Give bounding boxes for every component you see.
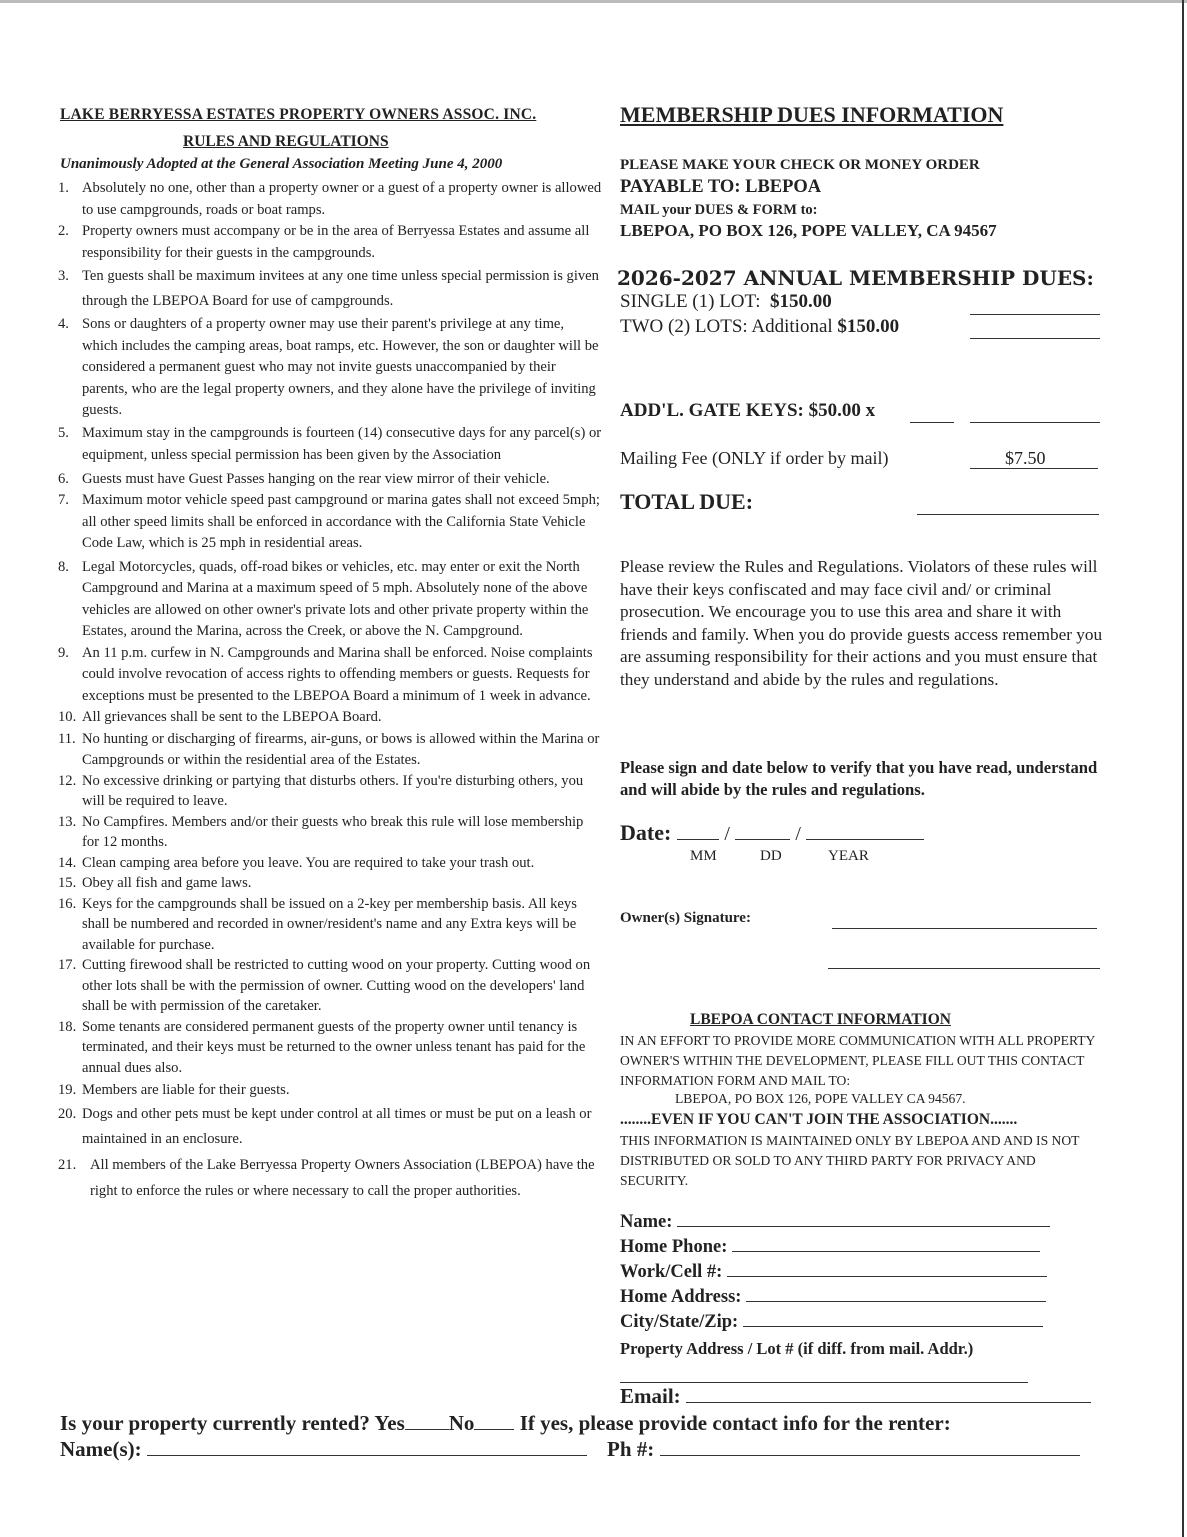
single-lot-blank[interactable] bbox=[970, 314, 1100, 315]
work-cell-row: Work/Cell #: bbox=[620, 1262, 1047, 1283]
mail-instruction: MAIL your DUES & FORM to: bbox=[620, 202, 818, 218]
mailing-address: LBEPOA, PO BOX 126, POPE VALLEY, CA 94567 bbox=[620, 221, 997, 240]
home-phone-row: Home Phone: bbox=[620, 1237, 1040, 1258]
email-row: Email: bbox=[620, 1384, 1091, 1409]
rule-item: 4. Sons or daughters of a property owner may use their parent's privilege at any time, which includes the camping areas, boat ramps, etc. However, the son or daughter will be considered a permanent guest who may not invite guests unaccompanied by their parents, who are the legal property owners, and they alone have the privilege of inviting guests. bbox=[58, 316, 599, 418]
rented-question-row: Is your property currently rented? Yes No If yes, please provide contact info for the renter: bbox=[60, 1411, 951, 1435]
annual-dues-heading: 2026-2027 ANNUAL MEMBERSHIP DUES: bbox=[617, 266, 1094, 290]
rules-heading: RULES AND REGULATIONS bbox=[183, 133, 389, 150]
two-lots-blank[interactable] bbox=[970, 338, 1100, 339]
renter-names-row: Name(s): bbox=[60, 1437, 587, 1462]
date-year-blank[interactable] bbox=[806, 825, 924, 840]
contact-info-title: LBEPOA CONTACT INFORMATION bbox=[690, 1011, 951, 1028]
renter-phone-row: Ph #: bbox=[607, 1437, 1080, 1462]
city-state-zip-field[interactable] bbox=[743, 1312, 1043, 1327]
date-row: Date: / / bbox=[620, 820, 924, 846]
single-lot-row: SINGLE (1) LOT: $150.00 bbox=[620, 291, 832, 312]
rule-item: 17. Cutting firewood shall be restricted to cutting wood on your property. Cutting wood on other lots shall be with the permission of owner. Cutting wood on the developers' land shall be with permission of the caretaker. bbox=[58, 957, 591, 1014]
contact-mail-address: LBEPOA, PO BOX 126, POPE VALLEY CA 94567. bbox=[675, 1091, 966, 1106]
date-dd-caption: DD bbox=[760, 848, 782, 864]
total-due-blank[interactable] bbox=[917, 514, 1099, 515]
sign-instruction: Please sign and date below to verify that you have read, understand and will abide by the rules and regulations. bbox=[620, 758, 1098, 799]
rented-yes-blank[interactable] bbox=[405, 1415, 449, 1430]
rule-item: 18. Some tenants are considered permanent guests of the property owner until tenancy is terminated, and their keys must be returned to the owner unless tenant has paid for the annual dues also. bbox=[58, 1018, 586, 1076]
check-instruction: PLEASE MAKE YOUR CHECK OR MONEY ORDER bbox=[620, 157, 980, 173]
total-due-label: TOTAL DUE: bbox=[620, 489, 754, 514]
rule-item: 19. Members are liable for their guests. bbox=[58, 1082, 290, 1098]
rule-item: 8. Legal Motorcycles, quads, off-road bikes or vehicles, etc. may enter or exit the North Campground and Marina at a maximum speed of 5 mph. Absolutely none of the above vehicles are allowed on other owner's private lots and other private property within the Estates, around the Marina, across the Creek, or above the N. Campground. bbox=[58, 558, 589, 639]
mailing-fee-label: Mailing Fee (ONLY if order by mail) bbox=[620, 448, 889, 468]
mailing-fee-amount: $7.50 bbox=[1005, 448, 1046, 468]
rule-item: 6. Guests must have Guest Passes hanging on the rear view mirror of their vehicle. bbox=[58, 470, 550, 487]
owner-signature-line-2[interactable] bbox=[828, 968, 1100, 969]
date-year-caption: YEAR bbox=[828, 848, 869, 864]
name-field[interactable] bbox=[677, 1212, 1050, 1227]
rule-item: 16. Keys for the campgrounds shall be issued on a 2-key per membership basis. All keys shall be numbered and recorded in owner/resident's name and any Extra keys will be available for purchase. bbox=[58, 895, 577, 953]
city-state-zip-row: City/State/Zip: bbox=[620, 1312, 1043, 1333]
rule-item: 20. Dogs and other pets must be kept under control at all times or must be put on a leash or maintained in an enclosure. bbox=[58, 1105, 592, 1147]
date-month-blank[interactable] bbox=[677, 825, 719, 840]
two-lots-row: TWO (2) LOTS: Additional $150.00 bbox=[620, 316, 900, 337]
rule-item: 21. All members of the Lake Berryessa Property Owners Association (LBEPOA) have the right to enforce the rules or where necessary to call the proper authorities. bbox=[58, 1156, 595, 1199]
property-address-field[interactable] bbox=[620, 1382, 1028, 1383]
mailing-fee-line bbox=[970, 468, 1098, 469]
property-address-label: Property Address / Lot # (if diff. from mail. Addr.) bbox=[620, 1339, 974, 1358]
renter-names-field[interactable] bbox=[147, 1441, 587, 1456]
email-field[interactable] bbox=[686, 1388, 1091, 1403]
rule-item: 9. An 11 p.m. curfew in N. Campgrounds and Marina shall be enforced. Noise complaints could involve revocation of access rights to offending members or guests. Requests for exceptions must be presented to the LBEPOA Board a minimum of 1 week in advance. bbox=[58, 644, 593, 704]
home-address-field[interactable] bbox=[746, 1287, 1046, 1302]
even-if-note: ........EVEN IF YOU CAN'T JOIN THE ASSOCIATION....... bbox=[620, 1111, 1018, 1128]
date-label: Date: bbox=[620, 820, 672, 845]
gate-keys-row: ADD'L. GATE KEYS: $50.00 x bbox=[620, 400, 876, 421]
renter-phone-field[interactable] bbox=[660, 1441, 1080, 1456]
rented-no-blank[interactable] bbox=[474, 1415, 514, 1430]
rule-item: 5. Maximum stay in the campgrounds is fourteen (14) consecutive days for any parcel(s) or equipment, unless special permission has been given by the Association bbox=[58, 424, 602, 463]
dues-title: MEMBERSHIP DUES INFORMATION bbox=[620, 102, 1004, 127]
date-day-blank[interactable] bbox=[735, 825, 790, 840]
gate-keys-amount-blank[interactable] bbox=[970, 422, 1100, 423]
home-address-row: Home Address: bbox=[620, 1287, 1046, 1308]
rules-list bbox=[58, 178, 603, 1204]
rule-item: 12. No excessive drinking or partying that disturbs others. If you're disturbing others, you will be required to leave. bbox=[58, 772, 584, 809]
home-phone-field[interactable] bbox=[732, 1237, 1040, 1252]
rule-item: 14. Clean camping area before you leave. You are required to take your trash out. bbox=[58, 854, 535, 871]
rule-item: 15. Obey all fish and game laws. bbox=[58, 875, 252, 891]
rule-item: 10. All grievances shall be sent to the LBEPOA Board. bbox=[58, 709, 382, 725]
payable-to: PAYABLE TO: LBEPOA bbox=[620, 177, 822, 197]
rule-item: 2. Property owners must accompany or be in the area of Berryessa Estates and assume all responsibility for their guests in the campgrounds. bbox=[58, 223, 590, 261]
rule-item: 11. No hunting or discharging of firearms, air-guns, or bows is allowed within the Marina or Campgrounds or within the residential area of the Estates. bbox=[58, 730, 600, 768]
gate-keys-qty-blank[interactable] bbox=[910, 422, 954, 423]
rule-item: 13. No Campfires. Members and/or their guests who break this rule will lose membership for 12 months. bbox=[58, 813, 584, 850]
owner-signature-line-1[interactable] bbox=[832, 928, 1097, 929]
rule-item: 3. Ten guests shall be maximum invitees at any one time unless special permission is given through the LBEPOA Board for use of campgrounds. bbox=[58, 268, 599, 309]
review-paragraph: Please review the Rules and Regulations. Violators of these rules will have their keys confiscated and may face civil and/ or criminal prosecution. We encourage you to use this area and share it with friends and family. When you do provide guests access remember you are assuming responsibility for their actions and you must ensure that they understand and abide by the rules and regulations. bbox=[620, 557, 1103, 689]
rule-item: 1. Absolutely no one, other than a property owner or a guest of a property owner is allowed to use campgrounds, roads or boat ramps. bbox=[58, 180, 602, 218]
contact-info-intro: IN AN EFFORT TO PROVIDE MORE COMMUNICATION WITH ALL PROPERTY OWNER'S WITHIN THE DEVELOPMENT, PLEASE FILL OUT THIS CONTACT INFORMATION FORM AND MAIL TO: bbox=[620, 1033, 1095, 1088]
rule-item: 7. Maximum motor vehicle speed past campground or marina gates shall not exceed 5mph; all other speed limits shall be enforced in accordance with the California State Vehicle Code Law, which is 25 mph in residential areas. bbox=[58, 492, 600, 551]
name-field-row: Name: bbox=[620, 1212, 1050, 1233]
association-heading: LAKE BERRYESSA ESTATES PROPERTY OWNERS ASSOC. INC. bbox=[60, 106, 537, 123]
privacy-note: THIS INFORMATION IS MAINTAINED ONLY BY LBEPOA AND AND IS NOT DISTRIBUTED OR SOLD TO ANY THIRD PARTY FOR PRIVACY AND SECURITY. bbox=[620, 1133, 1080, 1188]
adopted-note: Unanimously Adopted at the General Association Meeting June 4, 2000 bbox=[60, 156, 503, 172]
owner-signature-label: Owner(s) Signature: bbox=[620, 910, 751, 926]
date-mm-caption: MM bbox=[690, 848, 717, 864]
right-border bbox=[1182, 0, 1184, 1537]
top-border bbox=[0, 0, 1187, 3]
work-cell-field[interactable] bbox=[727, 1262, 1047, 1277]
